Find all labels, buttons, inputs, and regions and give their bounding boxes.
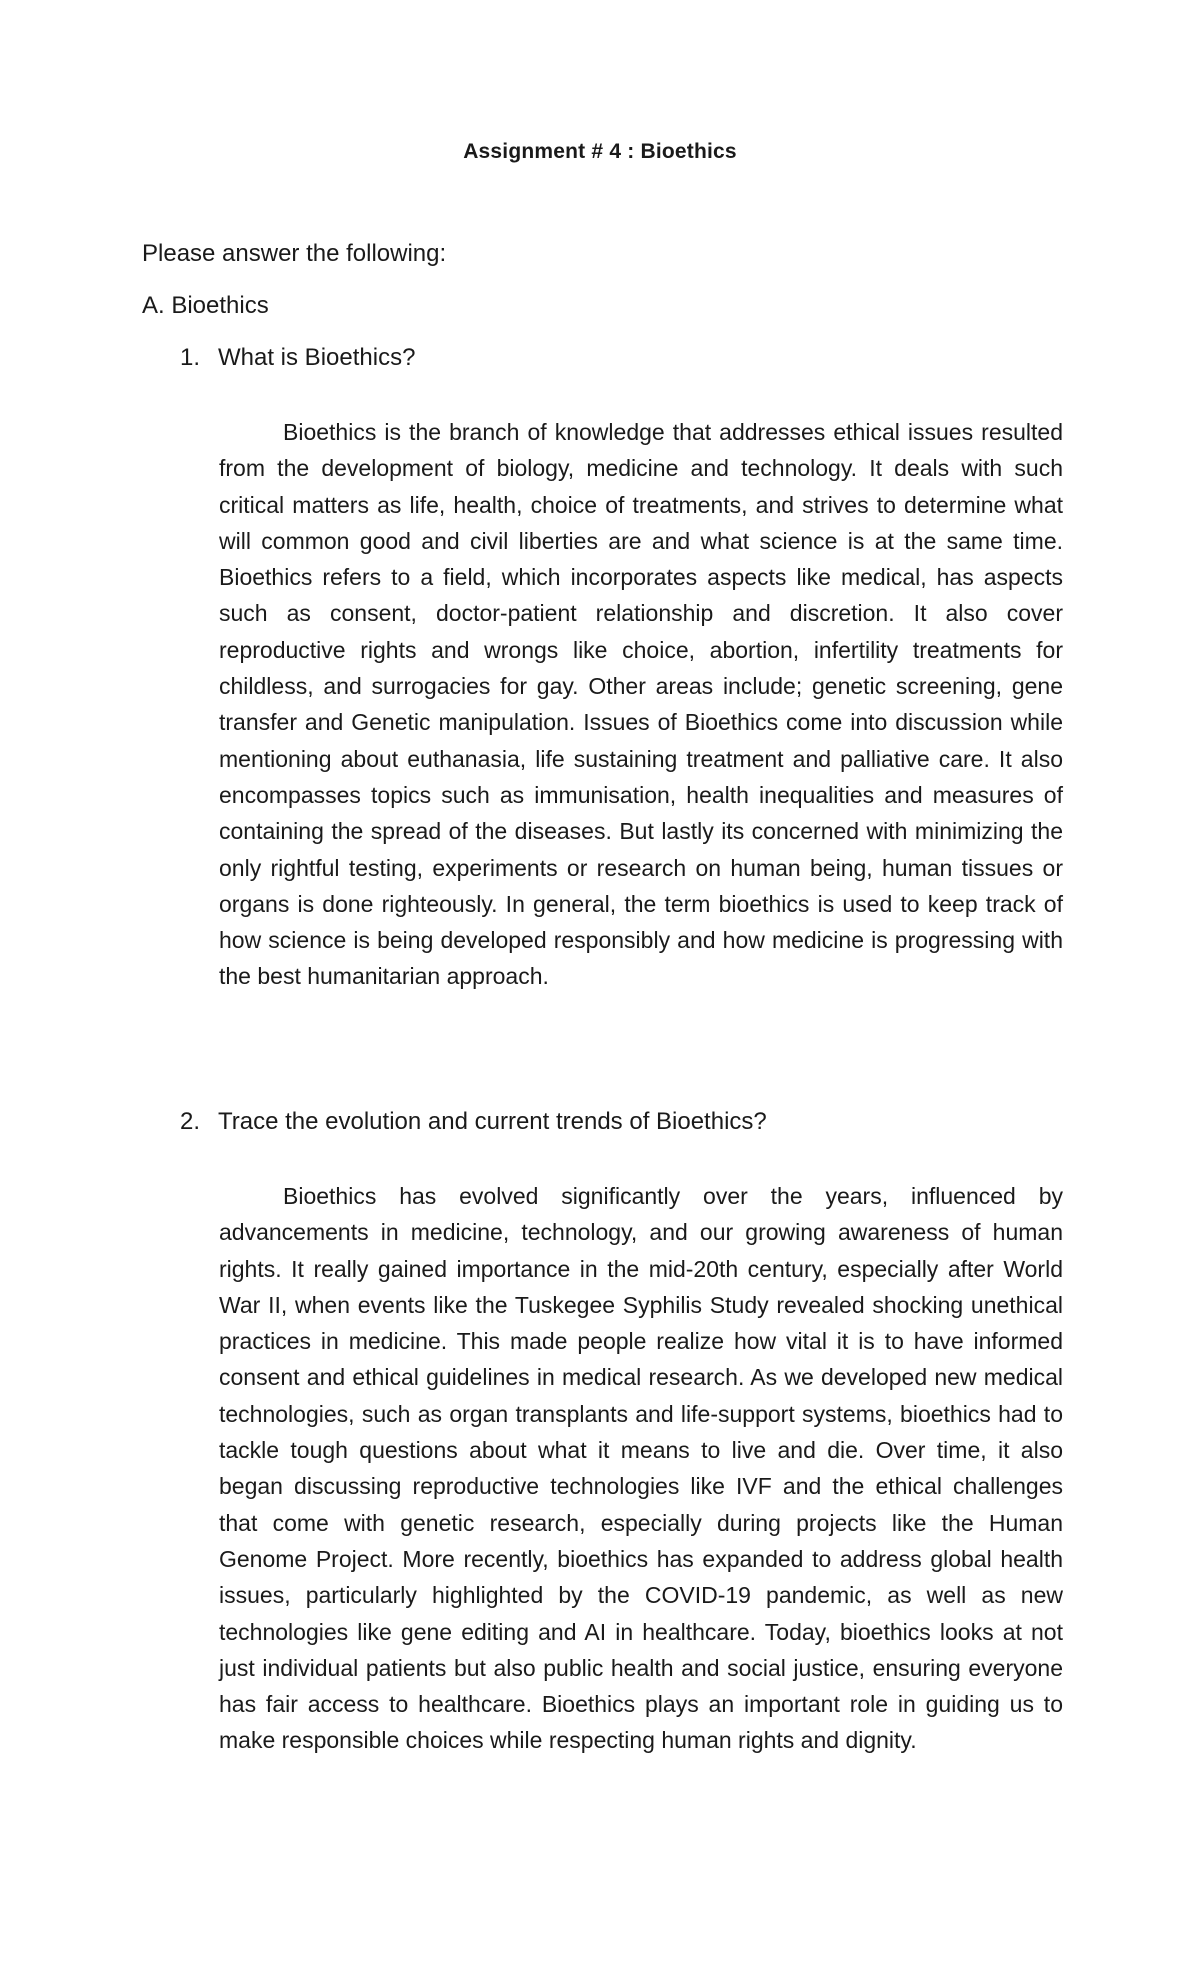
question-1-number: 1. bbox=[180, 344, 201, 371]
question-1-text: What is Bioethics? bbox=[218, 344, 416, 371]
page-title: Assignment # 4 : Bioethics bbox=[463, 140, 737, 163]
section-heading: A. Bioethics bbox=[142, 292, 269, 319]
answer-1-paragraph: Bioethics is the branch of knowledge that addresses ethical issues resulted from the development of biology, medicine and technology. It deals with such critical matters as life, health, choice of treatments, and strives to determine what will common good and civil liberties are and what science is at the same time. Bioethics refers to a field, which incorporates aspects like medical, has aspects such as consent, doctor-patient relationship and discretion. It also cover reproductive rights and wrongs like choice, abortion, infertility treatments for childless, and surrogacies for gay. Other areas include; genetic screening, gene transfer and Genetic manipulation. Issues of Bioethics come into discussion while mentioning about euthanasia, life sustaining treatment and palliative care. It also encompasses topics such as immunisation, health inequalities and measures of containing the spread of the diseases. But lastly its concerned with minimizing the only rightful testing, experiments or research on human being, human tissues or organs is done righteously. In general, the term bioethics is used to keep track of how science is being developed responsibly and how medicine is progressing with the best humanitarian approach. bbox=[219, 419, 1063, 990]
question-1 bbox=[180, 344, 415, 372]
question-2-text: Trace the evolution and current trends of Bioethics? bbox=[218, 1108, 767, 1135]
question-2 bbox=[180, 1108, 767, 1136]
question-2-number: 2. bbox=[180, 1108, 201, 1135]
answer-2-paragraph: Bioethics has evolved significantly over the years, influenced by advancements in medicine, technology, and our growing awareness of human rights. It really gained importance in the mid-20th century, especially after World War II, when events like the Tuskegee Syphilis Study revealed shocking unethical practices in medicine. This made people realize how vital it is to have informed consent and ethical guidelines in medical research. As we developed new medical technologies, such as organ transplants and life-support systems, bioethics had to tackle tough questions about what it means to live and die. Over time, it also began discussing reproductive technologies like IVF and the ethical challenges that come with genetic research, especially during projects like the Human Genome Project. More recently, bioethics has expanded to address global health issues, particularly highlighted by the COVID-19 pandemic, as well as new technologies like gene editing and AI in healthcare. Today, bioethics looks at not just individual patients but also public health and social justice, ensuring everyone has fair access to healthcare. Bioethics plays an important role in guiding us to make responsible choices while respecting human rights and dignity. bbox=[219, 1183, 1063, 1754]
instructions-text: Please answer the following: bbox=[142, 240, 447, 267]
